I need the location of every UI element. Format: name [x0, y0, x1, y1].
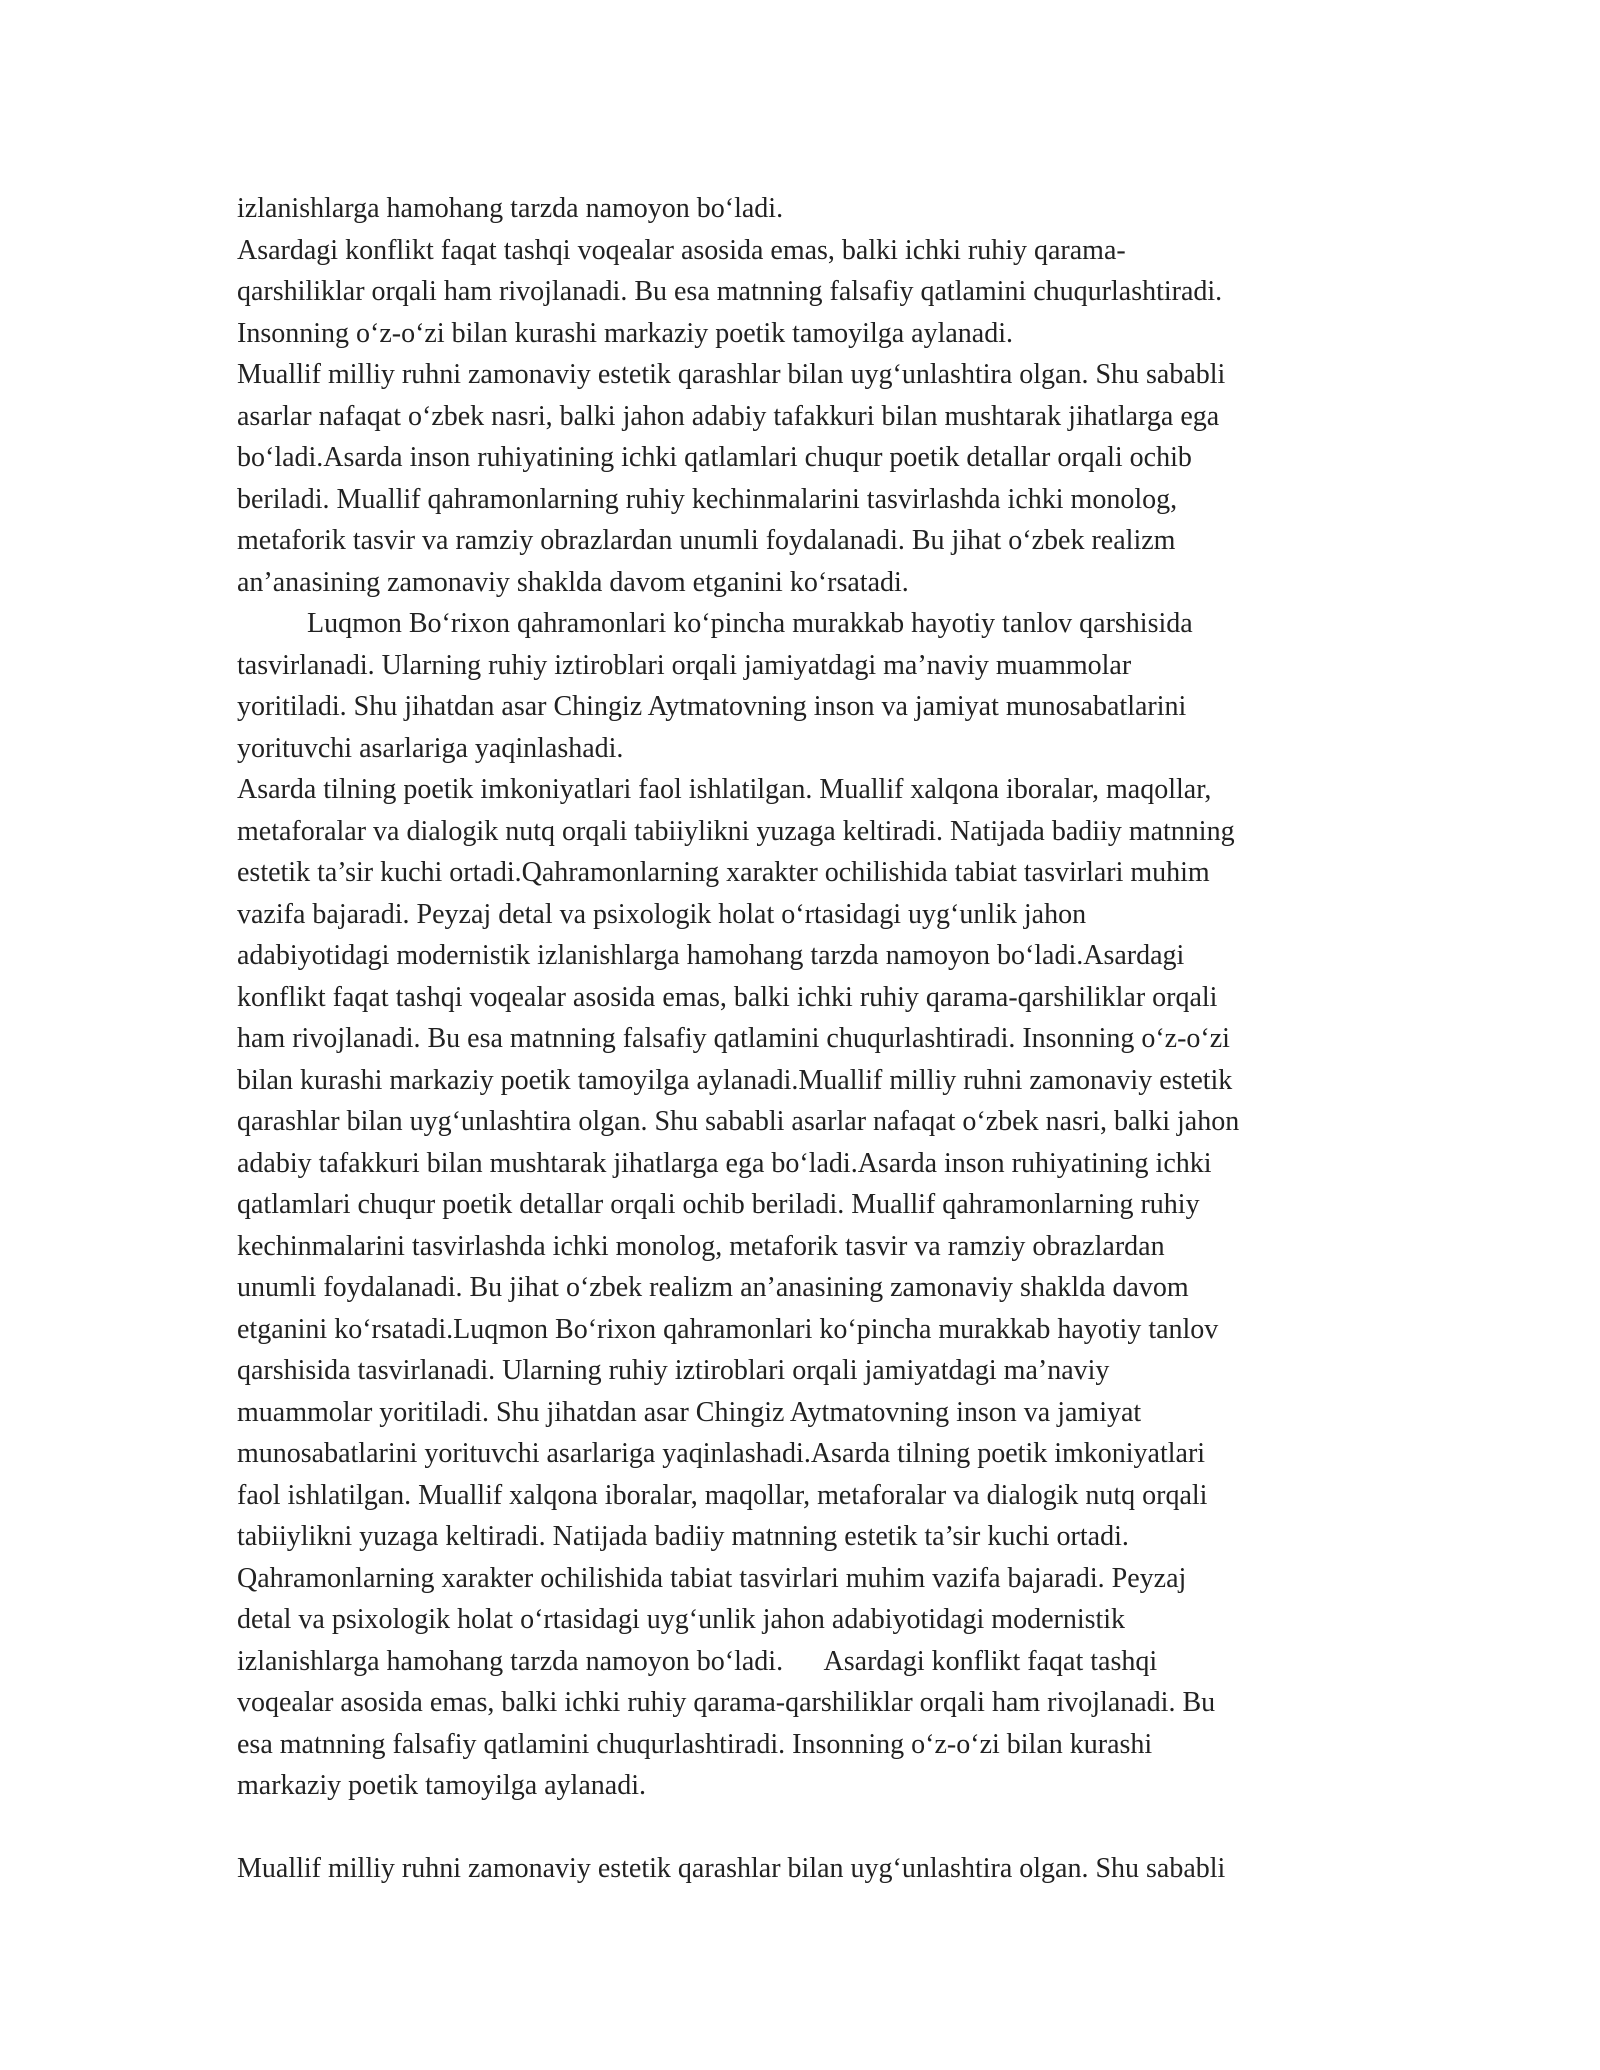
- text-line: esa matnning falsafiy qatlamini chuqurlashtiradi. Insonning oʻz-oʻzi bilan kurashi: [237, 1728, 1153, 1760]
- text-line: qarshisida tasvirlanadi. Ularning ruhiy iztiroblari orqali jamiyatdagi ma’naviy: [237, 1355, 1110, 1386]
- text-line: kechinmalarini tasvirlashda ichki monolog, metaforik tasvir va ramziy obrazlardan: [237, 1230, 1165, 1262]
- text-line: Muallif milliy ruhni zamonaviy estetik qarashlar bilan uygʻunlashtira olgan. Shu sababli: [237, 1853, 1226, 1884]
- text-line: qarshiliklar orqali ham rivojlanadi. Bu esa matnning falsafiy qatlamini chuqurlashtiradi.: [237, 276, 1223, 307]
- text-line: munosabatlarini yorituvchi asarlariga yaqinlashadi.Asarda tilning poetik imkoniyatlari: [237, 1438, 1206, 1469]
- text-line: metaforik tasvir va ramziy obrazlardan unumli foydalanadi. Bu jihat oʻzbek realizm: [237, 525, 1176, 556]
- text-line: yoritiladi. Shu jihatdan asar Chingiz Aytmatovning inson va jamiyat munosabatlarini: [237, 691, 1187, 722]
- text-line: unumli foydalanadi. Bu jihat oʻzbek realizm an’anasining zamonaviy shaklda davom: [237, 1272, 1189, 1303]
- text-line: estetik ta’sir kuchi ortadi.Qahramonlarning xarakter ochilishida tabiat tasvirlari muhim: [237, 857, 1210, 888]
- text-line: detal va psixologik holat oʻrtasidagi uygʻunlik jahon adabiyotidagi modernistik: [237, 1604, 1126, 1635]
- text-line: qatlamlari chuqur poetik detallar orqali ochib beriladi. Muallif qahramonlarning ruhiy: [237, 1189, 1200, 1220]
- text-line: adabiyotidagi modernistik izlanishlarga hamohang tarzda namoyon boʻladi.Asardagi: [237, 940, 1185, 971]
- text-line: bilan kurashi markaziy poetik tamoyilga aylanadi.Muallif milliy ruhni zamonaviy estetik: [237, 1064, 1233, 1096]
- text-line: izlanishlarga hamohang tarzda namoyon boʻladi. Asardagi konflikt faqat tashqi: [237, 1645, 1158, 1677]
- text-line: voqealar asosida emas, balki ichki ruhiy qarama-qarshiliklar orqali ham rivojlanadi. Bu: [237, 1687, 1216, 1718]
- text-line: an’anasining zamonaviy shaklda davom etganini koʻrsatadi.: [237, 566, 909, 598]
- text-line: Asarda tilning poetik imkoniyatlari faol ishlatilgan. Muallif xalqona iboralar, maqollar,: [237, 774, 1212, 805]
- text-line: qarashlar bilan uygʻunlashtira olgan. Shu sababli asarlar nafaqat oʻzbek nasri, balki jahon: [237, 1106, 1240, 1137]
- text-line: metaforalar va dialogik nutq orqali tabiiylikni yuzaga keltiradi. Natijada badiiy matnning: [237, 815, 1235, 847]
- text-line: konflikt faqat tashqi voqealar asosida emas, balki ichki ruhiy qarama-qarshiliklar orqali: [237, 981, 1218, 1013]
- text-line: Muallif milliy ruhni zamonaviy estetik qarashlar bilan uygʻunlashtira olgan. Shu sababli: [237, 359, 1226, 390]
- text-line: adabiy tafakkuri bilan mushtarak jihatlarga ega boʻladi.Asarda inson ruhiyatining ichki: [237, 1147, 1212, 1179]
- blank-line: [237, 1807, 1377, 1849]
- text-line: muammolar yoritiladi. Shu jihatdan asar Chingiz Aytmatovning inson va jamiyat: [237, 1396, 1142, 1428]
- text-line: boʻladi.Asarda inson ruhiyatining ichki qatlamlari chuqur poetik detallar orqali ochib: [237, 442, 1192, 473]
- body-text: [237, 188, 1377, 1890]
- text-line: Qahramonlarning xarakter ochilishida tabiat tasvirlari muhim vazifa bajaradi. Peyzaj: [237, 1562, 1187, 1594]
- text-line: tabiiylikni yuzaga keltiradi. Natijada badiiy matnning estetik ta’sir kuchi ortadi.: [237, 1521, 1129, 1552]
- text-line: tasvirlanadi. Ularning ruhiy iztiroblari orqali jamiyatdagi ma’naviy muammolar: [237, 649, 1132, 681]
- text-line: yorituvchi asarlariga yaqinlashadi.: [237, 732, 624, 764]
- text-line: ham rivojlanadi. Bu esa matnning falsafiy qatlamini chuqurlashtiradi. Insonning oʻz-oʻzi: [237, 1023, 1230, 1054]
- text-line: beriladi. Muallif qahramonlarning ruhiy kechinmalarini tasvirlashda ichki monolog,: [237, 483, 1178, 515]
- text-line: izlanishlarga hamohang tarzda namoyon boʻladi.: [237, 193, 784, 224]
- text-line: Luqmon Boʻrixon qahramonlari koʻpincha murakkab hayotiy tanlov qarshisida: [237, 608, 1193, 639]
- text-line: faol ishlatilgan. Muallif xalqona iboralar, maqollar, metaforalar va dialogik nutq orqali: [237, 1479, 1208, 1511]
- text-line: etganini koʻrsatadi.Luqmon Boʻrixon qahramonlari koʻpincha murakkab hayotiy tanlov: [237, 1313, 1219, 1345]
- text-line: markaziy poetik tamoyilga aylanadi.: [237, 1770, 646, 1801]
- text-line: asarlar nafaqat oʻzbek nasri, balki jahon adabiy tafakkuri bilan mushtarak jihatlarga ega: [237, 400, 1220, 432]
- text-line: Asardagi konflikt faqat tashqi voqealar asosida emas, balki ichki ruhiy qarama-: [237, 234, 1126, 266]
- text-line: Insonning oʻz-oʻzi bilan kurashi markaziy poetik tamoyilga aylanadi.: [237, 317, 1013, 349]
- text-line: vazifa bajaradi. Peyzaj detal va psixologik holat oʻrtasidagi uygʻunlik jahon: [237, 898, 1087, 930]
